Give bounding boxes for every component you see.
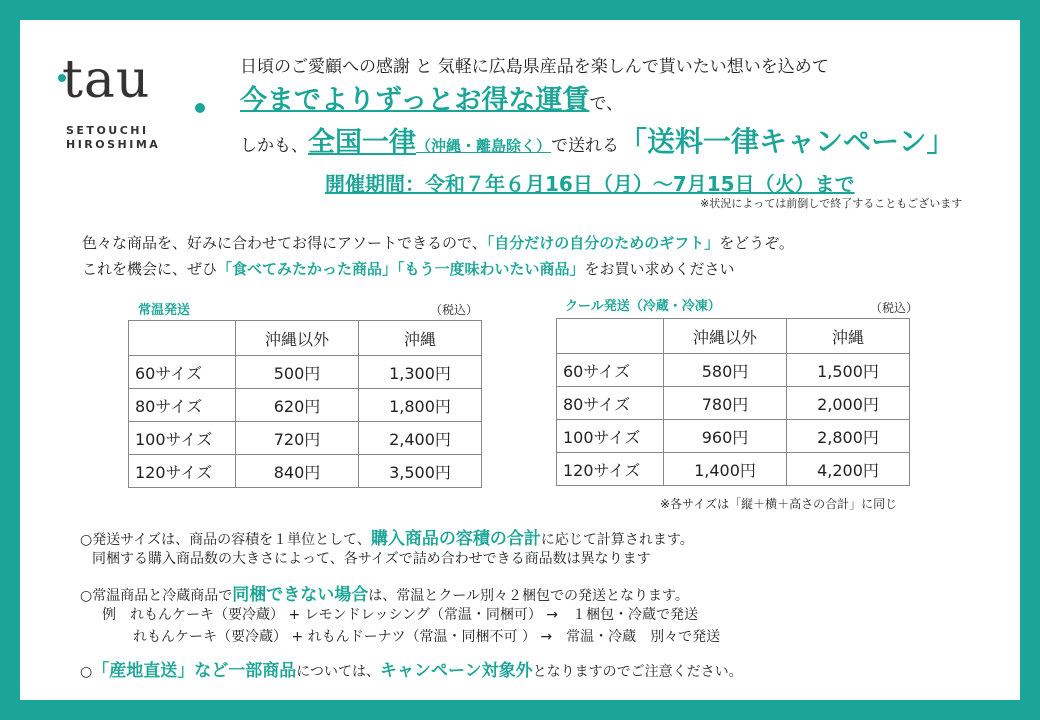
logo-line-hiroshima: HIROSHIMA [66, 138, 161, 151]
table-row [129, 389, 482, 422]
price-cell: 1,300円 [359, 356, 482, 389]
table-row [129, 422, 482, 455]
note-1 [80, 524, 694, 549]
nationwide-flat-label: 全国一律 [308, 127, 416, 158]
excluded-areas-label: （沖縄・離島除く） [416, 137, 552, 155]
header-cell: 沖縄 [359, 321, 482, 356]
header-line-2-tail: で、 [589, 94, 624, 114]
normal-price-table [128, 320, 482, 488]
size-cell: 60サイズ [557, 354, 664, 387]
table-header-row [557, 319, 910, 354]
table-row [557, 420, 910, 453]
table-header-row [129, 321, 482, 356]
price-cell: 620円 [236, 389, 359, 422]
note-2-tail: は、常温とクール別々２梱包での発送となります。 [368, 588, 689, 604]
price-cell: 4,200円 [787, 453, 910, 486]
header-cell: 沖縄 [787, 319, 910, 354]
price-cell: 780円 [664, 387, 787, 420]
size-cell: 120サイズ [557, 453, 664, 486]
price-cell: 2,800円 [787, 420, 910, 453]
intro-1-highlight: 「自分だけの自分のためのギフト」 [486, 234, 720, 252]
logo-dot-right [195, 103, 205, 113]
size-cell: 100サイズ [557, 420, 664, 453]
cool-price-table [556, 318, 910, 486]
logo-word: tau [62, 50, 151, 110]
table-row [129, 455, 482, 488]
header-line-2 [240, 78, 623, 117]
intro-2-tail: をお買い求めください [584, 260, 735, 278]
intro-2-text: これを機会に、ぜひ [82, 260, 218, 278]
price-cell: 1,800円 [359, 389, 482, 422]
size-cell: 120サイズ [129, 455, 236, 488]
normal-tax-label: （税込） [430, 303, 479, 317]
header-line-3-prefix: しかも、 [240, 136, 308, 156]
cheaper-shipping-headline: 今までよりずっとお得な運賃 [240, 85, 590, 116]
price-cell: 580円 [664, 354, 787, 387]
size-note: ※各サイズは「縦＋横＋高さの合計」に同じ [660, 497, 898, 511]
note-3-mid: については、 [296, 664, 380, 680]
cool-tax-label: （税込） [870, 301, 919, 315]
intro-1-text: 色々な商品を、好みに合わせてお得にアソートできるので、 [82, 234, 487, 252]
header-cell: 沖縄以外 [236, 321, 359, 356]
note-2-highlight: 同梱できない場合 [232, 585, 369, 605]
size-cell: 100サイズ [129, 422, 236, 455]
note-1-line-2: 同梱する購入商品数の大きさによって、各サイズで詰め合わせできる商品数は異なります [92, 551, 651, 567]
campaign-title: 「送料一律キャンペーン」 [619, 125, 955, 158]
note-3-tail: となりますのでご注意ください。 [532, 664, 743, 680]
note-2-example-2: れもんケーキ（要冷蔵） + れもんドーナツ（常温・同梱不可 ） → 常温・冷蔵 別々で発送 [133, 629, 721, 645]
header-line-3 [240, 120, 954, 160]
note-2-example-1: 例 れもんケーキ（要冷蔵） + レモンドレッシング（常温・同梱可） → １梱包・冷蔵で発送 [102, 607, 699, 623]
price-cell: 720円 [236, 422, 359, 455]
note-3-bullet: ○ [80, 664, 93, 680]
normal-table-title: 常温発送 [138, 303, 191, 318]
size-cell: 60サイズ [129, 356, 236, 389]
intro-line-1 [82, 232, 794, 253]
table-row [557, 387, 910, 420]
table-row [557, 354, 910, 387]
campaign-period: 開催期間：令和７年６月16日（月）～7月15日（火）まで [325, 172, 855, 196]
price-cell: 2,400円 [359, 422, 482, 455]
price-cell: 960円 [664, 420, 787, 453]
price-cell: 840円 [236, 455, 359, 488]
intro-1-tail: をどうぞ。 [719, 234, 794, 252]
table-row [557, 453, 910, 486]
header-cell [557, 319, 664, 354]
note-3-highlight-1: 「産地直送」など一部商品 [92, 661, 297, 681]
intro-line-2 [82, 258, 735, 279]
note-1-tail: に応じて計算されます。 [540, 532, 694, 548]
header-line-1: 日頃のご愛顧への感謝 と 気軽に広島県産品を楽しんで貰いたい想いを込めて [240, 57, 829, 77]
logo-line-setouchi: SETOUCHI [66, 124, 149, 137]
table-row [129, 356, 482, 389]
header-cell: 沖縄以外 [664, 319, 787, 354]
note-2 [80, 580, 689, 605]
tau-logo [52, 42, 218, 154]
note-2-text: ○常温商品と冷蔵商品で [80, 588, 233, 604]
note-3 [80, 656, 743, 681]
price-cell: 500円 [236, 356, 359, 389]
note-3-highlight-2: キャンペーン対象外 [379, 661, 533, 681]
size-cell: 80サイズ [129, 389, 236, 422]
header-line-3-tail: で送れる [551, 136, 620, 156]
header-cell [129, 321, 236, 356]
price-cell: 1,500円 [787, 354, 910, 387]
cool-table-title: クール発送（冷蔵・冷凍） [565, 299, 721, 314]
intro-2-highlight: 「食べてみたかった商品」「もう一度味わいたい商品」 [217, 260, 585, 278]
price-cell: 2,000円 [787, 387, 910, 420]
price-cell: 1,400円 [664, 453, 787, 486]
period-note: ※状況によっては前倒しで終了することもございます [700, 197, 963, 210]
price-cell: 3,500円 [359, 455, 482, 488]
note-1-text: ○発送サイズは、商品の容積を１単位として、 [80, 532, 371, 548]
note-1-highlight: 購入商品の容積の合計 [370, 529, 541, 549]
size-cell: 80サイズ [557, 387, 664, 420]
